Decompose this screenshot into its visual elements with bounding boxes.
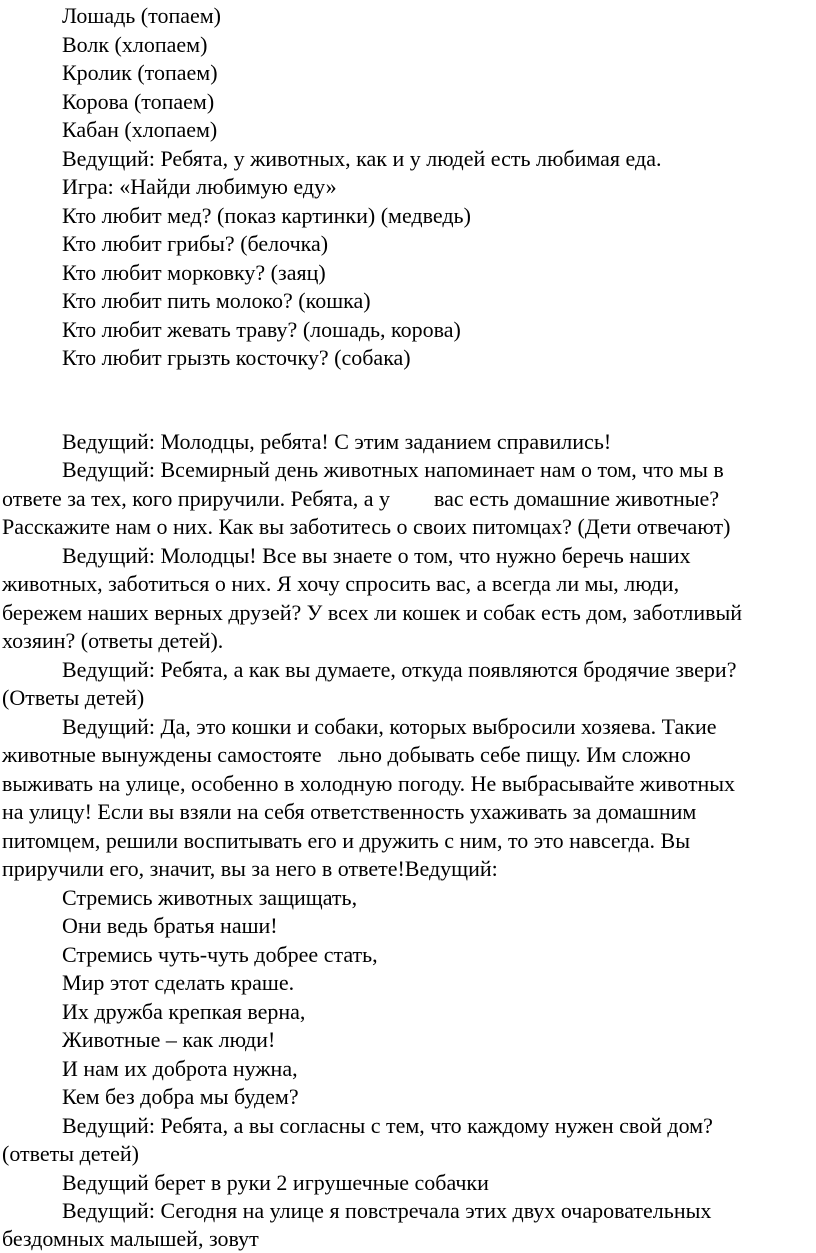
text-line: (Ответы детей) [2,685,145,710]
text-line: Кто любит пить молоко? (кошка) [62,288,371,313]
text-line: Кто любит грибы? (белочка) [62,231,329,256]
text-line: Волк (хлопаем) [62,32,208,57]
text-line: Кто любит жевать траву? (лошадь, корова) [62,317,461,342]
text-line: Кабан (хлопаем) [62,117,218,142]
text-line: хозяин? (ответы детей). [2,628,224,653]
poem-line: Животные – как люди! [62,1027,276,1052]
text-line: Ведущий: Ребята, а вы согласны с тем, что каждому нужен свой дом? [62,1113,713,1138]
poem-line: Мир этот сделать краше. [62,970,295,995]
text-line: Кто любит морковку? (заяц) [62,260,326,285]
text-line: Ведущий: Молодцы, ребята! С этим заданием справились! [62,429,612,454]
poem-line: Кем без добра мы будем? [62,1084,299,1109]
text-line: Ведущий: Сегодня на улице я повстречала этих двух очаровательных [62,1198,712,1223]
poem-line: Стремись животных защищать, [62,885,358,910]
poem-line: Они ведь братья наши! [62,913,278,938]
text-line: Ведущий: Всемирный день животных напоминает нам о том, что мы в [62,457,724,482]
poem-line: И нам их доброта нужна, [62,1056,298,1081]
text-line: животные вынуждены самостояте льно добывать себе пищу. Им сложно [2,742,691,767]
text-line: Расскажите нам о них. Как вы заботитесь о своих питомцах? (Дети отвечают) [2,514,731,539]
text-line: Кролик (топаем) [62,60,218,85]
text-line: питомцем, решили воспитывать его и дружить с ним, то это навсегда. Вы [2,828,691,853]
text-line: животных, заботиться о них. Я хочу спросить вас, а всегда ли мы, люди, [2,571,680,596]
text-line: Лошадь (топаем) [62,3,222,28]
text-line: Ведущий: Ребята, у животных, как и у людей есть любимая еда. [62,146,662,171]
text-line: приручили его, значит, вы за него в ответе!Ведущий: [2,856,498,881]
text-line: выживать на улице, особенно в холодную погоду. Не выбрасывайте животных [2,771,736,796]
text-line: Ведущий: Ребята, а как вы думаете, откуда появляются бродячие звери? [62,657,737,682]
text-line: Ведущий: Молодцы! Все вы знаете о том, что нужно беречь наших [62,543,691,568]
text-line: Корова (топаем) [62,89,215,114]
text-line: бездомных малышей, зовут [2,1226,259,1251]
text-line: Кто любит мед? (показ картинки) (медведь) [62,203,471,228]
text-line: бережем наших верных друзей? У всех ли кошек и собак есть дом, заботливый [2,600,743,625]
text-line: (ответы детей) [2,1141,140,1166]
poem-line: Стремись чуть-чуть добрее стать, [62,942,378,967]
text-line: Кто любит грызть косточку? (собака) [62,345,411,370]
text-line: ответе за тех, кого приручили. Ребята, а у вас есть домашние животные? [2,486,720,511]
text-line: Ведущий: Да, это кошки и собаки, которых выбросили хозяева. Такие [62,714,717,739]
poem-line: Их дружба крепкая верна, [62,999,306,1024]
text-line: Ведущий берет в руки 2 игрушечные собачки [62,1170,489,1195]
text-line: на улицу! Если вы взяли на себя ответственность ухаживать за домашним [2,799,697,824]
text-line: Игра: «Найди любимую еду» [62,174,337,199]
